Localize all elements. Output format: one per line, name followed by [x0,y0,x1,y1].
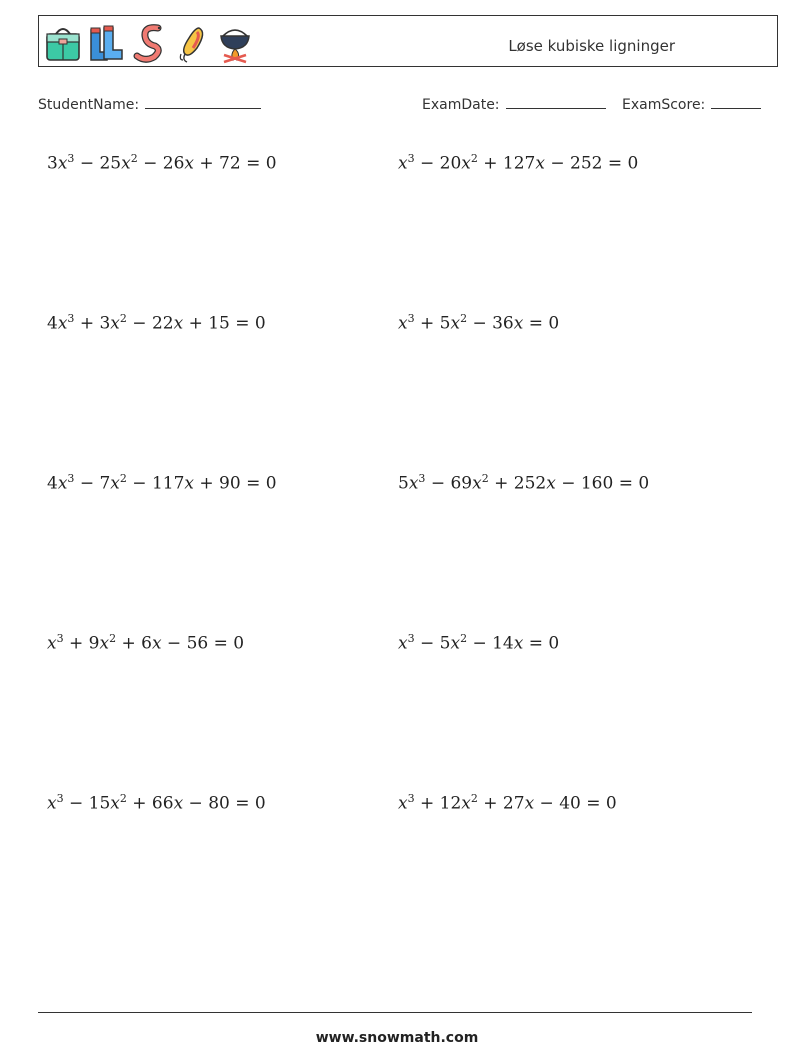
term-text: − 56 = 0 [161,633,245,654]
term-text: + 27 [477,793,525,814]
equation-8 [398,632,559,654]
exam-score-blank [711,94,761,109]
term-text: + 66 [126,793,174,814]
variable-x: x [99,633,110,654]
variable-x: x [47,793,57,814]
footer-rule [38,1012,752,1013]
variable-x: x [184,473,194,494]
exam-score-label: ExamScore: [622,97,706,113]
term-text: − 69 [425,473,473,494]
exponent: 2 [130,152,138,165]
variable-x: x [184,153,194,174]
exponent: 2 [460,632,468,645]
equation-5 [47,472,277,494]
header-box [38,15,778,67]
exponent: 2 [470,792,478,805]
term-text: 4 [47,473,58,494]
variable-x: x [398,793,408,814]
term-text: − 5 [414,633,451,654]
variable-x: x [461,793,471,814]
exponent: 2 [470,152,478,165]
term-text: = 0 [523,313,560,334]
term-text: − 22 [126,313,174,334]
term-text: 5 [398,473,409,494]
exponent: 3 [407,632,415,645]
variable-x: x [398,153,408,174]
term-text: = 0 [523,633,560,654]
variable-x: x [472,473,482,494]
term-text: 3 [47,153,58,174]
term-text: + 6 [116,633,152,654]
exponent: 2 [119,312,127,325]
equation-6 [398,472,649,494]
term-text: + 12 [414,793,462,814]
term-text: + 252 [488,473,547,494]
variable-x: x [408,473,419,494]
exponent: 2 [481,472,489,485]
equation-2 [398,152,638,174]
variable-x: x [513,313,524,334]
exponent: 3 [67,472,75,485]
student-name-blank [145,94,261,109]
exponent: 3 [407,152,415,165]
term-text: − 20 [414,153,462,174]
variable-x: x [546,473,556,494]
exponent: 3 [418,472,426,485]
equation-3 [47,312,266,334]
term-text: − 160 = 0 [555,473,650,494]
exponent: 3 [56,792,64,805]
variable-x: x [47,633,57,654]
equation-1 [47,152,277,174]
variable-x: x [450,313,461,334]
exponent: 3 [67,312,75,325]
lure-icon [173,22,211,64]
variable-x: x [151,633,162,654]
term-text: + 5 [414,313,451,334]
student-name-label: StudentName: [38,97,140,113]
exponent: 3 [56,632,64,645]
term-text: − 25 [74,153,122,174]
term-text: − 14 [467,633,514,654]
exam-score-field [622,94,761,113]
header-icons [44,21,254,65]
variable-x: x [450,633,461,654]
exponent: 3 [67,152,75,165]
exam-date-label: ExamDate: [422,97,500,113]
equation-7 [47,632,244,654]
variable-x: x [110,473,120,494]
term-text: 4 [47,313,58,334]
exponent: 2 [119,792,127,805]
variable-x: x [110,793,120,814]
term-text: + 15 = 0 [183,313,266,334]
exponent: 2 [119,472,127,485]
variable-x: x [110,313,120,334]
term-text: − 26 [137,153,185,174]
term-text: + 9 [63,633,100,654]
term-text: − 15 [63,793,111,814]
tackle-box-icon [44,22,82,64]
equation-9 [47,792,266,814]
boots-icon [87,22,125,64]
term-text: − 7 [74,473,111,494]
variable-x: x [57,473,68,494]
worm-icon [130,22,168,64]
term-text: + 3 [74,313,111,334]
variable-x: x [121,153,131,174]
variable-x: x [398,633,408,654]
term-text: − 252 = 0 [544,153,639,174]
term-text: + 127 [477,153,536,174]
exponent: 3 [407,312,415,325]
equation-10 [398,792,617,814]
term-text: + 72 = 0 [193,153,277,174]
variable-x: x [398,313,408,334]
exam-date-field [422,94,606,113]
term-text: − 36 [467,313,514,334]
student-name-field [38,94,261,113]
variable-x: x [461,153,471,174]
exponent: 2 [460,312,468,325]
equation-4 [398,312,559,334]
variable-x: x [513,633,524,654]
term-text: − 40 = 0 [534,793,617,814]
campfire-pot-icon [216,22,254,64]
term-text: − 117 [126,473,185,494]
exponent: 3 [407,792,415,805]
variable-x: x [524,793,535,814]
variable-x: x [173,313,184,334]
exponent: 2 [109,632,117,645]
worksheet-title: Løse kubiske ligninger [508,37,675,55]
footer-url: www.snowmath.com [315,1030,479,1046]
exam-date-blank [506,94,606,109]
term-text: + 90 = 0 [193,473,277,494]
variable-x: x [57,313,68,334]
variable-x: x [535,153,545,174]
variable-x: x [173,793,184,814]
term-text: − 80 = 0 [183,793,266,814]
variable-x: x [57,153,68,174]
